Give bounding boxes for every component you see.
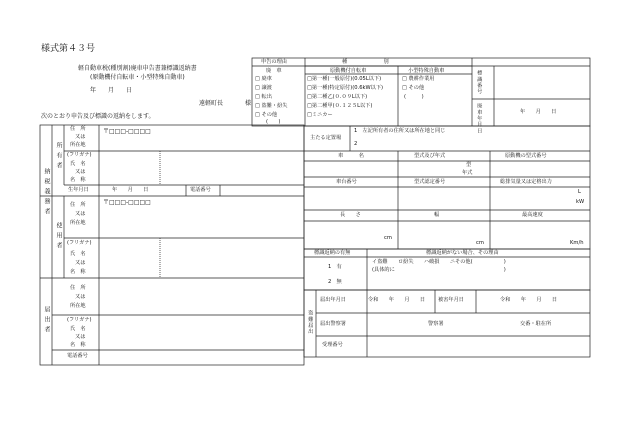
theft-report-date-value[interactable]: 令和 年 月 日 bbox=[368, 297, 426, 303]
user-name-label-3: 名 称 bbox=[70, 269, 86, 275]
plate-return-no[interactable]: 2 無 bbox=[328, 279, 342, 285]
kind-special-2[interactable]: □ その他 bbox=[402, 85, 425, 91]
owner-address-label-2: 又は bbox=[75, 134, 86, 140]
length-label: 長 さ bbox=[340, 212, 361, 218]
engine-model-label: 原動機の型式番号 bbox=[505, 153, 547, 159]
reason-theft[interactable]: □ 盗難・紛失 bbox=[255, 103, 288, 109]
year-suffix: 年式 bbox=[462, 170, 473, 176]
plate-return-presence-label: 標識返納の有無 bbox=[314, 250, 351, 256]
owner-name-label-1: 氏 名 bbox=[70, 161, 86, 167]
storage-option-2[interactable]: 2 bbox=[354, 141, 358, 147]
user-address-label-1: 住 所 bbox=[70, 202, 86, 208]
width-unit: cm bbox=[476, 240, 484, 246]
theft-label: 盗難届出 bbox=[307, 310, 314, 335]
owner-postal-code[interactable]: 〒□□□-□□□□ bbox=[103, 128, 151, 135]
reporter-name-label-2: 又は bbox=[75, 334, 86, 340]
kind-special-1[interactable]: □ 農耕作業用 bbox=[402, 76, 435, 82]
kind-special-header: 小型特殊自動車 bbox=[408, 68, 445, 74]
station-suffix: 交番・駐在所 bbox=[520, 321, 552, 327]
form-subtitle: (原動機付自転車・小型特殊自動車) bbox=[90, 74, 185, 81]
honorific: 様 bbox=[245, 100, 252, 107]
scrap-date-label: 廃車年月日 bbox=[476, 103, 483, 134]
theft-damage-date-label: 被害年月日 bbox=[438, 297, 464, 303]
receipt-label: 受理番号 bbox=[322, 342, 343, 348]
user-label: 使用者 bbox=[55, 222, 62, 252]
theft-report-date-label: 届出年月日 bbox=[320, 297, 346, 303]
owner-label: 所有者 bbox=[55, 142, 62, 172]
police-label: 届出警察署 bbox=[320, 321, 346, 327]
unit-kw: kW bbox=[576, 199, 585, 205]
reporter-phone-label: 電話番号 bbox=[67, 353, 88, 359]
kind-moped-3[interactable]: □第二種乙(０.０９L以下) bbox=[307, 94, 368, 100]
speed-unit: Km/h bbox=[570, 240, 584, 246]
plate-return-reasons[interactable]: イ盗難 ロ紛失 ハ破損 ニその他( ) bbox=[372, 259, 506, 265]
scrap-date-value[interactable]: 年 月 日 bbox=[520, 109, 557, 115]
user-address-label-2: 又は bbox=[75, 211, 86, 217]
reason-other[interactable]: □ その他 bbox=[255, 112, 278, 118]
displacement-label: 総排気量又は定格出力 bbox=[500, 179, 552, 185]
kind-moped-2[interactable]: □第一種(特定原付)(0.6kW以下) bbox=[307, 85, 384, 91]
plate-return-reason-label: 標識返納がない場合、その理由 bbox=[426, 250, 499, 256]
form-title: 軽自動車税(種別割)廃車申告書兼標識返納書 bbox=[78, 65, 197, 72]
addressee: 遠軽町長 bbox=[199, 100, 224, 107]
plate-return-detail[interactable]: (具体的に ) bbox=[372, 267, 506, 273]
user-address-label-3: 所在地 bbox=[70, 220, 86, 226]
kind-header: 種 別 bbox=[342, 59, 389, 65]
birthdate-value[interactable]: 年 月 日 bbox=[112, 187, 149, 193]
user-name-label-2: 又は bbox=[75, 260, 86, 266]
model-year-label: 型式及び年式 bbox=[414, 153, 446, 159]
reason-other-paren: ( ) bbox=[266, 119, 281, 125]
plate-return-yes[interactable]: 1 有 bbox=[328, 264, 342, 270]
owner-furigana-label: (フリガナ) bbox=[67, 152, 92, 158]
theft-damage-date-value[interactable]: 令和 年 月 日 bbox=[500, 297, 558, 303]
reporter-name-label-1: 氏 名 bbox=[70, 326, 86, 332]
police-suffix: 警察署 bbox=[428, 321, 444, 327]
reason-relocation[interactable]: □ 転出 bbox=[255, 94, 272, 100]
form-number: 様式第４３号 bbox=[41, 44, 96, 54]
owner-address-label-3: 所在地 bbox=[70, 142, 86, 148]
intro-text: 次のとおり申告及び標識の返納をします。 bbox=[41, 113, 155, 120]
plate-label: 標識番号 bbox=[476, 70, 483, 95]
reason-transfer[interactable]: □ 譲渡 bbox=[255, 85, 272, 91]
owner-name-label-3: 名 称 bbox=[70, 177, 86, 183]
reporter-address-label-2: 又は bbox=[75, 294, 86, 300]
taxpayer-label: 納税義務者 bbox=[43, 168, 50, 218]
reason-scrap[interactable]: □ 廃車 bbox=[255, 76, 272, 82]
reporter-address-label-3: 所在地 bbox=[70, 303, 86, 309]
kind-moped-1[interactable]: □第一種(一般原付)(0.05L以下) bbox=[307, 76, 382, 82]
kind-special-paren: ( ) bbox=[404, 94, 424, 100]
reporter-label: 届出者 bbox=[43, 306, 50, 336]
storage-label: 主たる定置場 bbox=[310, 135, 342, 141]
phone-label: 電話番号 bbox=[190, 187, 211, 193]
chassis-label: 車台番号 bbox=[336, 179, 357, 185]
birthdate-label: 生年月日 bbox=[68, 187, 89, 193]
unit-l: L bbox=[578, 189, 581, 195]
user-name-label-1: 氏 名 bbox=[70, 251, 86, 257]
width-label: 幅 bbox=[434, 212, 440, 218]
cert-model-label: 型式認定番号 bbox=[414, 179, 446, 185]
kind-moped-4[interactable]: □第二種甲(０.１２５L以下) bbox=[307, 103, 373, 109]
reason-header: 申告の理由 bbox=[261, 59, 287, 65]
speed-label: 最高速度 bbox=[522, 212, 543, 218]
kind-moped-5[interactable]: □ミニカー bbox=[307, 112, 333, 118]
kind-moped-header: 原動機付自転車 bbox=[330, 68, 367, 74]
length-unit: cm bbox=[384, 235, 392, 241]
detail-label: 具体的に bbox=[374, 267, 395, 273]
submission-date[interactable]: 年 月 日 bbox=[90, 87, 133, 94]
user-furigana-label: (フリガナ) bbox=[67, 240, 92, 246]
reporter-name-label-3: 名 称 bbox=[70, 342, 86, 348]
owner-address-label-1: 住 所 bbox=[70, 126, 86, 132]
storage-option-1[interactable]: 1 左記所有者の住所又は所在地と同じ bbox=[354, 128, 446, 134]
owner-name-label-2: 又は bbox=[75, 169, 86, 175]
reporter-address-label-1: 住 所 bbox=[70, 285, 86, 291]
kind-scrap-header: 廃 車 bbox=[266, 68, 282, 74]
reporter-furigana-label: (フリガナ) bbox=[67, 317, 92, 323]
model-suffix: 型 bbox=[466, 162, 472, 168]
user-postal-code[interactable]: 〒□□□-□□□□ bbox=[103, 199, 151, 206]
vehicle-name-label: 車 名 bbox=[338, 153, 364, 159]
